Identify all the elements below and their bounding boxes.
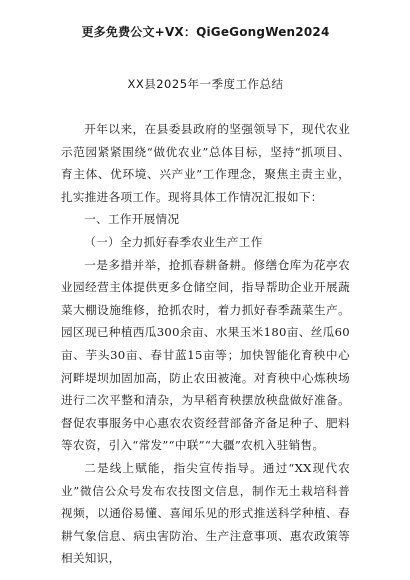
intro-paragraph: 开年以来，在县委县政府的坚强领导下，现代农业示范园紧紧围绕“做优农业”总体目标，坚持“抓项目、育主体、优环境、兴产业”工作理念，聚焦主责主业，扎实推进各项工作。现将具体工作情况汇报如下：	[61, 122, 350, 204]
body-paragraph: 一是多措并举，抢抓春耕备耕。修缮仓库为花亭农业园经营主体提供更多仓储空间，指导帮助企业开展蔬菜大棚设施维修，抢抓农时，着力抓好春季蔬菜生产。园区现已种植西瓜300余亩、水果玉米180亩、丝瓜60亩、芋头30亩、春甘蓝15亩等；加快智能化育秧中心河畔堤坝加固加高，防止农田被淹。对育秧中心炼秧场进行二次平整和清杂，为早稻育秧摆放秧盘做好准备。督促农事服务中心惠农农资经营部备齐备足种子、肥料等农资，引入“常发”“中联”“大疆”农机入驻销售。	[61, 257, 350, 453]
document-body	[61, 118, 350, 570]
section-heading: 一、工作开展情况	[84, 212, 180, 227]
body-paragraph: 二是线上赋能，指尖宣传指导。通过“XX现代农业”微信公众号发布农技图文信息，制作无土栽培科普视频，以通俗易懂、喜闻乐见的形式推送科学种植、春耕气象信息、病虫害防治、生产注意事项、惠农政策等相关知识，	[61, 460, 350, 566]
subsection-heading: （一）全力抓好春季农业生产工作	[84, 234, 263, 249]
document-title: XX县2025年一季度工作总结	[127, 77, 284, 91]
watermark-header: 更多免费公文+VX：QiGeGongWen2024	[81, 25, 330, 39]
